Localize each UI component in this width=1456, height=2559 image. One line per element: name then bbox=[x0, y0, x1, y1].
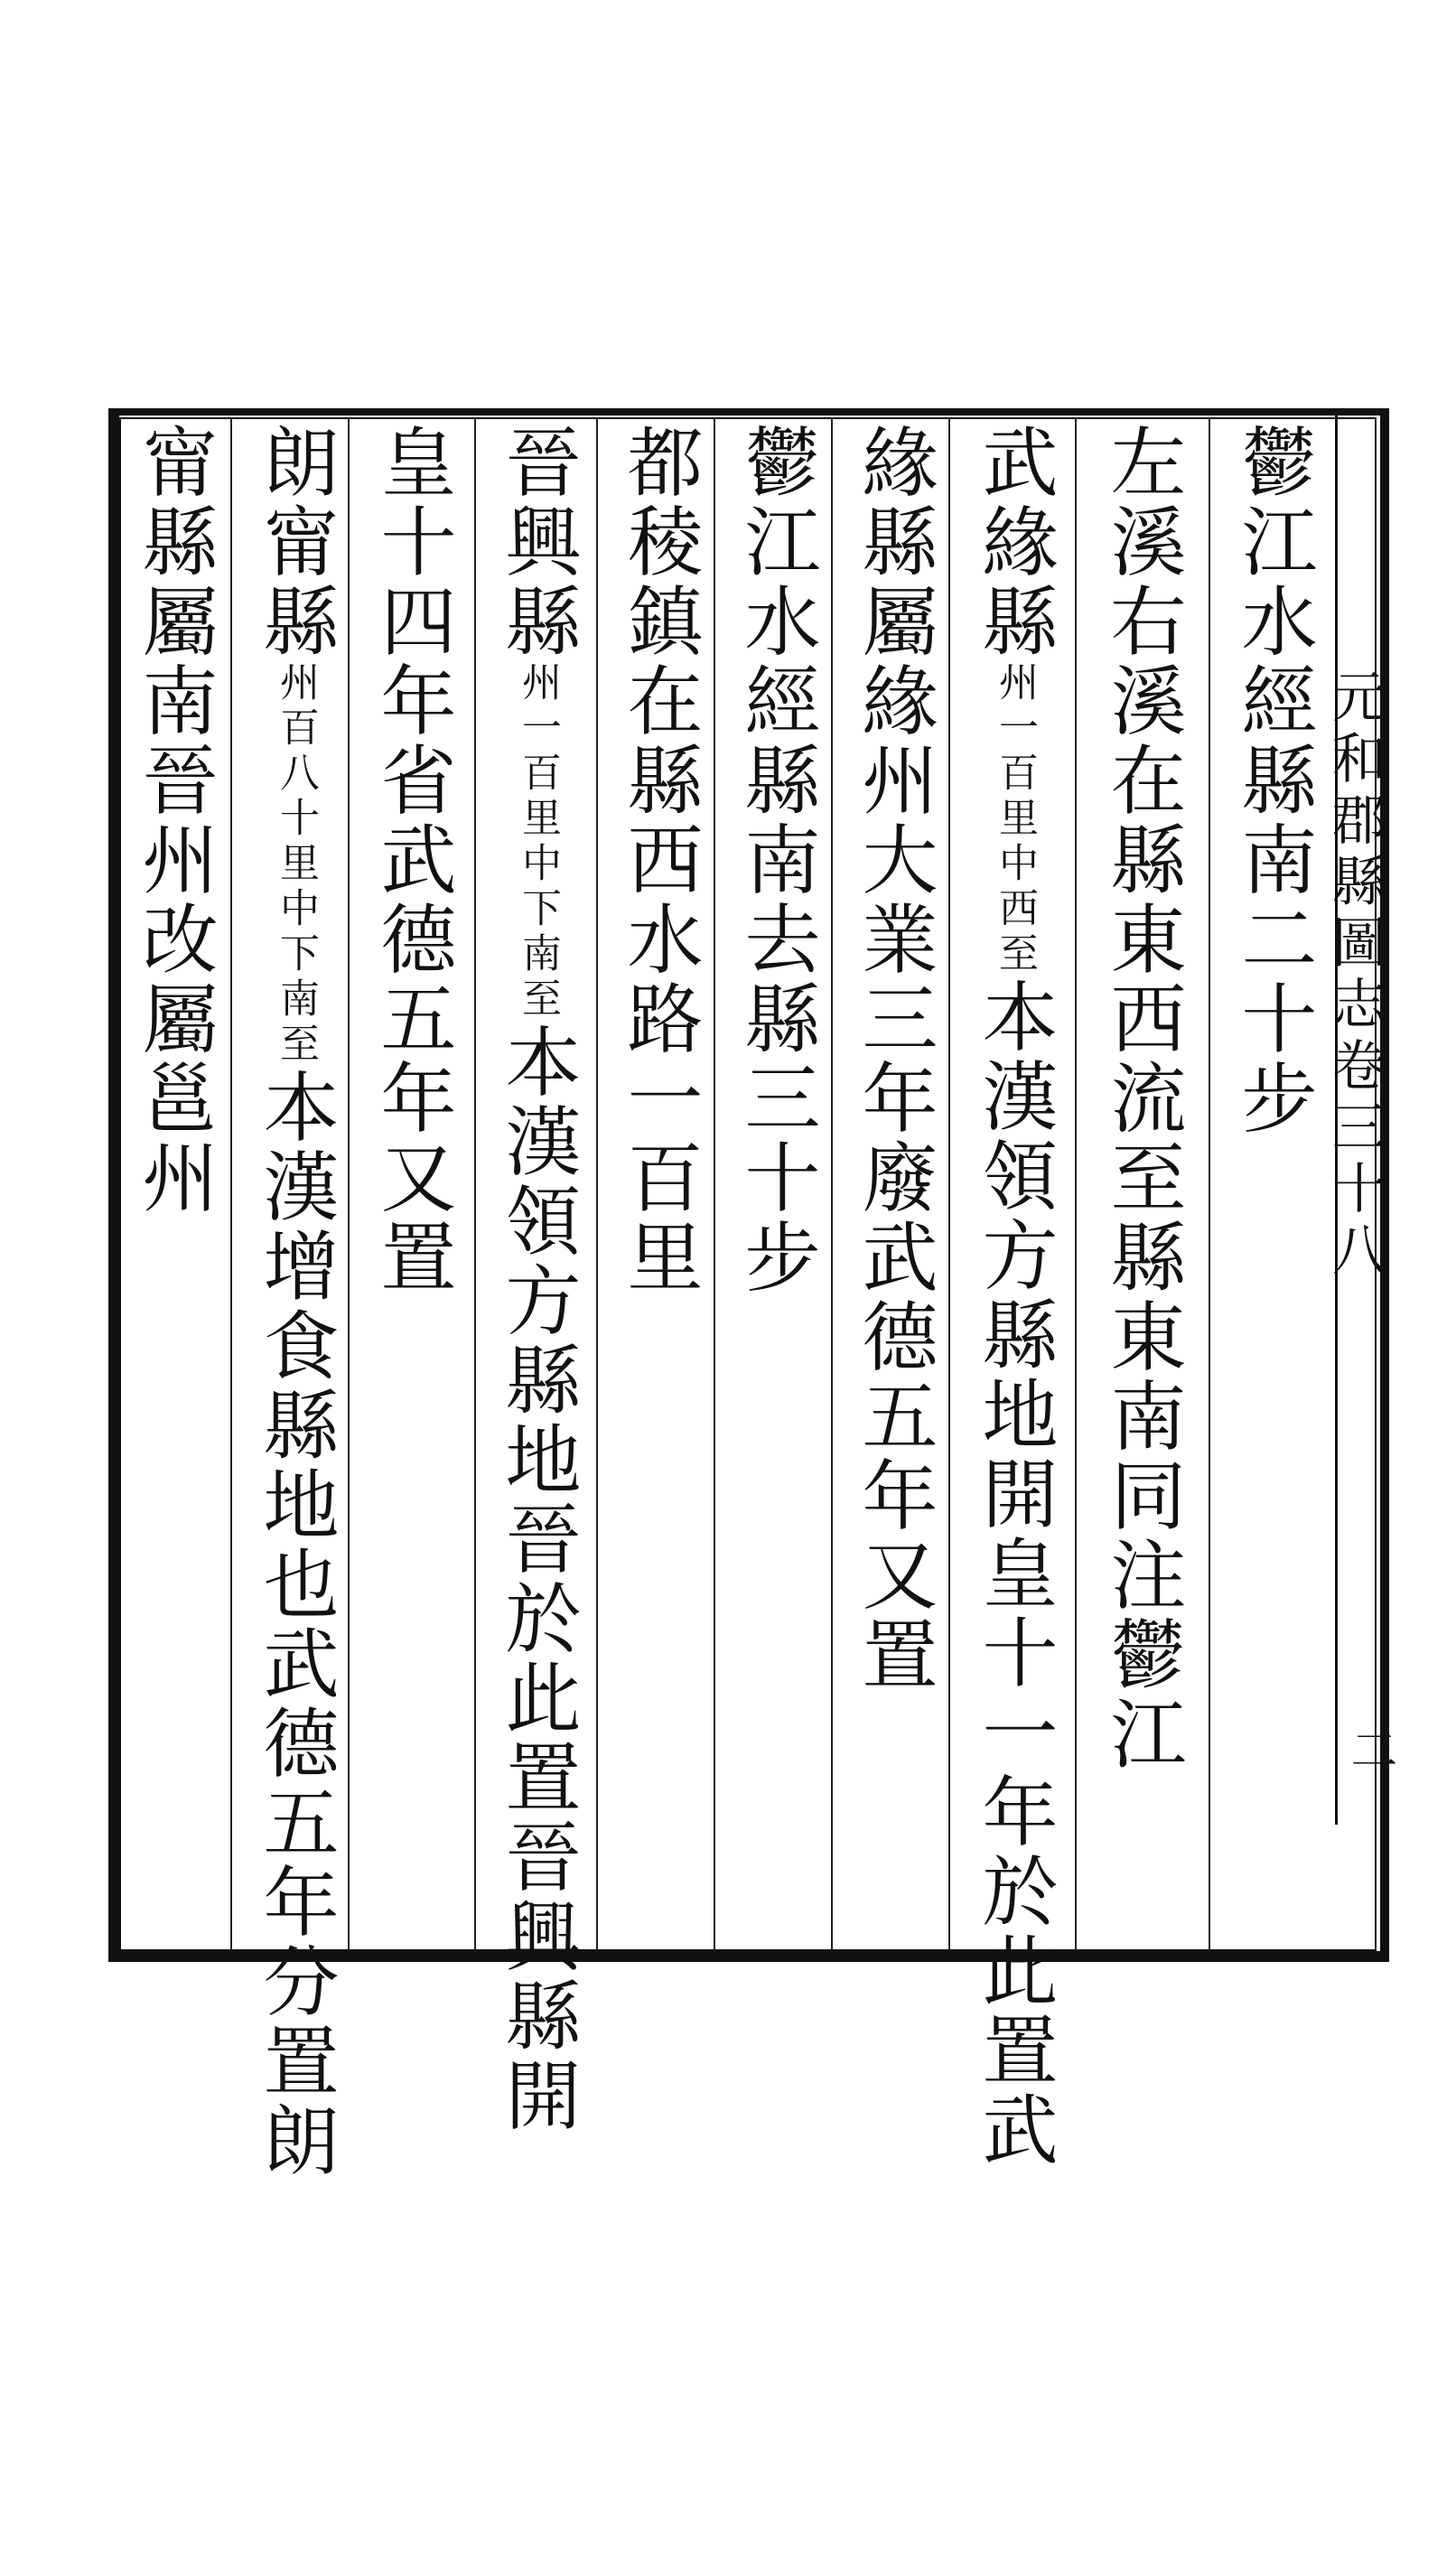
text-column-6: 都稜鎮在縣西水路一百里 bbox=[615, 423, 704, 1297]
column-divider bbox=[1209, 417, 1210, 1951]
annotation-right: 中下南至 bbox=[273, 887, 319, 1068]
column-divider bbox=[1075, 417, 1077, 1951]
annotation-left: 州一百里 bbox=[992, 661, 1038, 842]
text-column-10: 甯縣屬南晉州改屬邕州 bbox=[130, 423, 219, 1218]
annotation bbox=[512, 661, 563, 1023]
margin-title: 元和郡縣圖志卷三十八 bbox=[1323, 668, 1386, 1283]
county-name: 朗甯縣 bbox=[251, 423, 340, 661]
text-column-3 bbox=[956, 423, 1073, 2170]
annotation-right: 中西至 bbox=[992, 842, 1038, 977]
annotation-left: 州一百里 bbox=[515, 661, 561, 842]
text-column-5: 鬱江水經縣南去縣三十步 bbox=[733, 423, 821, 1297]
annotation bbox=[989, 661, 1040, 977]
column-text: 本漢增食縣地也武德五年分置朗 bbox=[251, 1068, 340, 2181]
text-column-1: 鬱江水經縣南二十步 bbox=[1229, 423, 1318, 1138]
county-name: 晉興縣 bbox=[493, 423, 582, 661]
annotation-left: 州百八十里 bbox=[273, 661, 319, 887]
annotation-right: 中下南至 bbox=[515, 842, 561, 1023]
page-number: 二 bbox=[1342, 1725, 1396, 1772]
text-column-2: 左溪右溪在縣東西流至縣東南同注鬱江 bbox=[1098, 423, 1187, 1774]
column-text: 本漢領方縣地開皇十一年於此置武 bbox=[970, 977, 1059, 2170]
column-divider bbox=[474, 417, 476, 1951]
text-column-9 bbox=[237, 423, 354, 2181]
column-divider bbox=[596, 417, 598, 1951]
text-column-7 bbox=[479, 423, 596, 2135]
text-column-4: 緣縣屬緣州大業三年廢武德五年又置 bbox=[850, 423, 938, 1695]
county-name: 武緣縣 bbox=[970, 423, 1059, 661]
annotation bbox=[270, 661, 321, 1068]
text-column-8: 皇十四年省武德五年又置 bbox=[369, 423, 457, 1297]
column-text: 本漢領方縣地晉於此置晉興縣開 bbox=[493, 1023, 582, 2135]
